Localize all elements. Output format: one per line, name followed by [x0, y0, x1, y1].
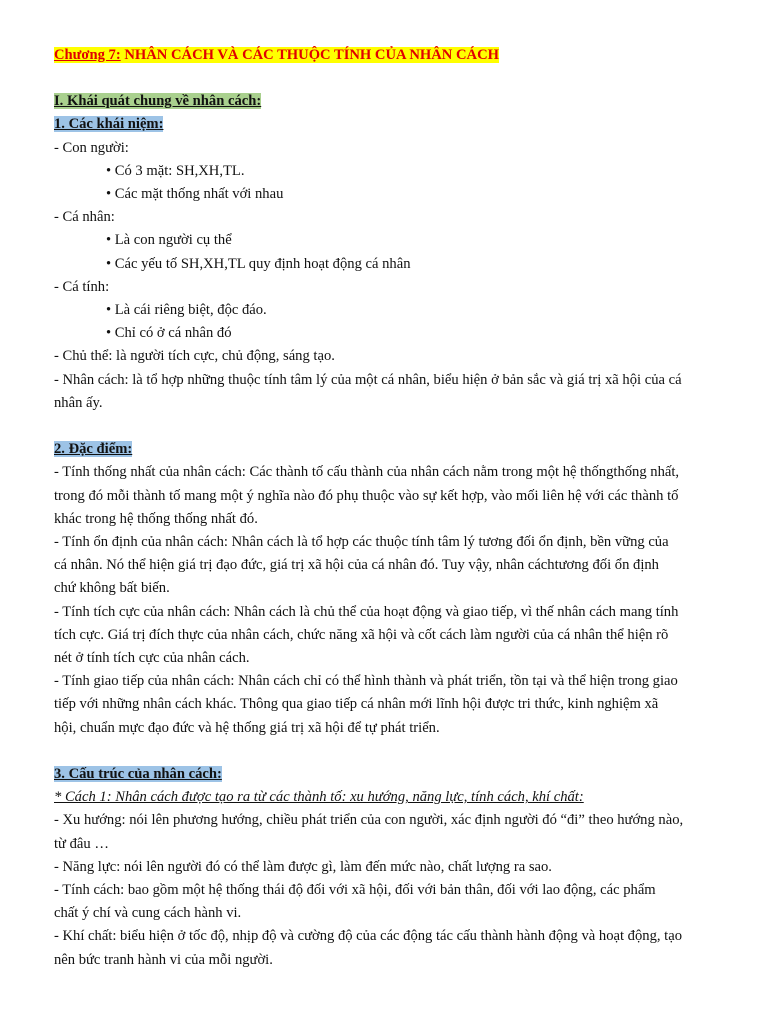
text-line: chất ý chí và cung cách hành vi. [54, 905, 242, 922]
section3-heading: 3. Cấu trúc của nhân cách: [54, 766, 222, 783]
text-line: nhân ấy. [54, 394, 103, 411]
text-line: - Xu hướng: nói lên phương hướng, chiều phát triển của con người, xác định người đó “đi” theo hướng nào, [54, 812, 684, 829]
chapter-name: NHÂN CÁCH VÀ CÁC THUỘC TÍNH CỦA NHÂN CÁCH [120, 47, 499, 63]
text-line: hội, chuẩn mực đạo đức và hệ thống giá trị xã hội để tự phát triển. [54, 719, 440, 736]
text-line: - Tính cách: bao gồm một hệ thống thái độ đối với xã hội, đối với bản thân, đối với lao động, các phẩm [54, 882, 656, 899]
chapter-number: Chương 7: [54, 47, 121, 63]
text-line: - Chủ thể: là người tích cực, chủ động, sáng tạo. [54, 348, 335, 365]
sub1-heading: 1. Các khái niệm: [54, 116, 164, 133]
text-line: - Tính tích cực của nhân cách: Nhân cách là chủ thể của hoạt động và giao tiếp, vì thế nhân cách mang tính [54, 603, 679, 620]
bullet-line: • Các mặt thống nhất với nhau [106, 186, 284, 203]
bullet-line: • Các yếu tố SH,XH,TL quy định hoạt động cá nhân [106, 255, 411, 272]
text-line: nét ở tính tích cực của nhân cách. [54, 650, 250, 667]
text-line: - Cá tính: [54, 278, 110, 295]
spacer [54, 415, 724, 438]
spacer [54, 740, 724, 763]
text-line: tích cực. Giá trị đích thực của nhân cách, chức năng xã hội và cốt cách làm người của cá nhân thể hiện rõ [54, 626, 669, 643]
text-line: khác trong hệ thống thống nhất đó. [54, 510, 258, 527]
text-line: - Nhân cách: là tổ hợp những thuộc tính tâm lý của một cá nhân, biểu hiện ở bản sắc và giá trị xã hội của cá [54, 371, 682, 388]
bullet-line: • Là cái riêng biệt, độc đáo. [106, 302, 267, 319]
text-line: cá nhân. Nó thể hiện giá trị đạo đức, giá trị xã hội của cá nhân đó. Tuy vậy, nhân cáchtương đối ổn định [54, 557, 659, 574]
bullet-line: • Là con người cụ thể [106, 232, 232, 249]
text-line: - Tính thống nhất của nhân cách: Các thành tố cấu thành của nhân cách nằm trong một hệ thốngthống nhất, [54, 464, 680, 481]
bullet-line: • Có 3 mặt: SH,XH,TL. [106, 162, 245, 179]
text-line: chứ không bất biến. [54, 580, 170, 597]
section2-heading: 2. Đặc điểm: [54, 441, 133, 458]
bullet-line: • Chỉ có ở cá nhân đó [106, 325, 232, 342]
section1-heading-line [54, 90, 724, 113]
text-line: tiếp với những nhân cách khác. Thông qua giao tiếp cá nhân mới lĩnh hội được tri thức, kinh nghiệm xã [54, 696, 659, 713]
text-line: - Khí chất: biểu hiện ở tốc độ, nhịp độ và cường độ của các động tác cấu thành hành động và hoạt động, tạo [54, 928, 682, 945]
text-line: trong đó mỗi thành tố mang một ý nghĩa nào đó phụ thuộc vào sự kết hợp, vào mối liên hệ với các thành tố [54, 487, 679, 504]
document-content [54, 44, 724, 972]
section2-heading-line [54, 438, 724, 461]
text-line: - Năng lực: nói lên người đó có thể làm được gì, làm đến mức nào, chất lượng ra sao. [54, 858, 552, 875]
text-line: nên bức tranh hành vi của mỗi người. [54, 951, 273, 968]
section1-heading: I. Khái quát chung về nhân cách: [54, 93, 262, 110]
text-line: - Con người: [54, 139, 129, 156]
text-line: - Tính ổn định của nhân cách: Nhân cách là tổ hợp các thuộc tính tâm lý tương đối ổn định, bền vững của [54, 534, 669, 551]
method1-line: * Cách 1: Nhân cách được tạo ra từ các thành tố: xu hướng, năng lực, tính cách, khí chất: [54, 789, 584, 806]
chapter-title [54, 44, 724, 67]
text-line: - Cá nhân: [54, 209, 115, 226]
sub1-heading-line [54, 113, 724, 136]
text-line: - Tính giao tiếp của nhân cách: Nhân cách chỉ có thể hình thành và phát triển, tồn tại và thể hiện trong giao [54, 673, 678, 690]
section3-heading-line [54, 763, 724, 786]
text-line: từ đâu … [54, 835, 109, 852]
